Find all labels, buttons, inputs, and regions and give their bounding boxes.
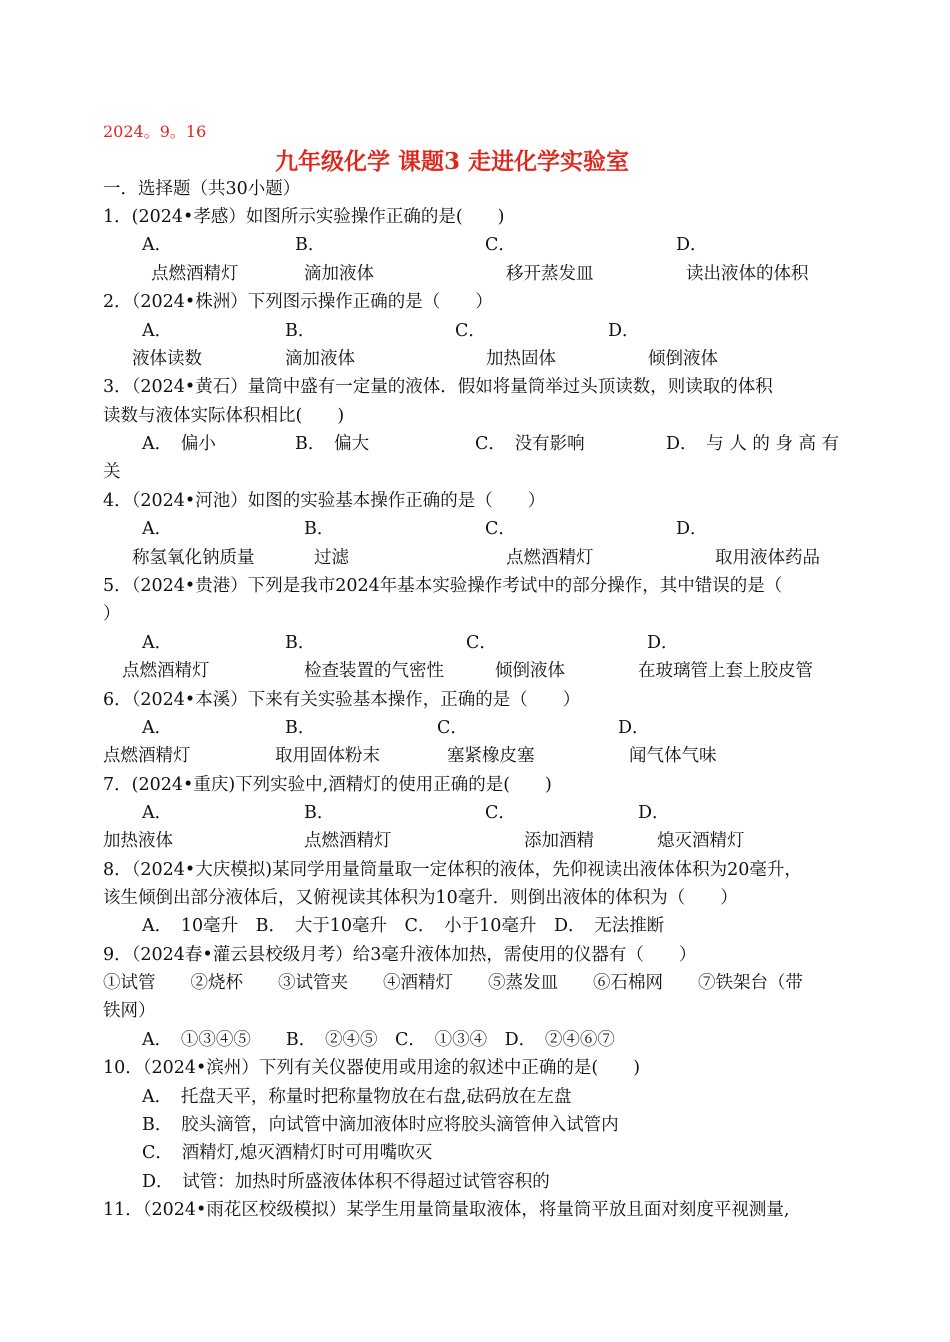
q5-option-d: D． [647, 633, 679, 653]
q9-options: A． ①③④⑤ B． ②④⑤ C． ①③④ D． ②④⑥⑦ [142, 1030, 615, 1050]
q1-option-b: B． [295, 235, 326, 255]
q1-caption-c: 移开蒸发皿 [506, 264, 594, 284]
q9-items: ①试管 ②烧杯 ③试管夹 ④酒精灯 ⑤蒸发皿 ⑥石棉网 ⑦铁架台（带 [103, 973, 803, 993]
q11-stem: 11．（2024•雨花区校级模拟）某学生用量筒量取液体，将量筒平放且面对刻度平视测量, [103, 1200, 790, 1220]
q4-option-c: C． [485, 519, 516, 539]
q7-option-a: A． [142, 803, 173, 823]
q5-option-a: A． [142, 633, 173, 653]
q4-option-b: B． [304, 519, 335, 539]
q7-option-d: D． [638, 803, 670, 823]
q8-stem-line1: 8．（2024•大庆模拟)某同学用量筒量取一定体积的液体，先仰视读出液体体积为20毫升， [103, 860, 802, 880]
q7-option-b: B． [304, 803, 335, 823]
q7-caption-b: 点燃酒精灯 [304, 831, 392, 851]
q3-option-d-cont: 关 [103, 462, 121, 482]
q5-caption-c: 倾倒液体 [495, 661, 565, 681]
q3-option-c: C． 没有影响 [475, 434, 585, 454]
q6-caption-c: 塞紧橡皮塞 [447, 746, 535, 766]
q1-caption-d: 读出液体的体积 [686, 264, 809, 284]
q2-option-b: B． [285, 321, 316, 341]
q7-stem: 7．(2024•重庆)下列实验中,酒精灯的使用正确的是( ) [103, 775, 552, 795]
q6-option-b: B． [285, 718, 316, 738]
q1-caption-b: 滴加液体 [304, 264, 374, 284]
q6-option-d: D． [618, 718, 650, 738]
q4-caption-d: 取用液体药品 [715, 548, 820, 568]
q9-stem: 9．（2024春•灌云县校级月考）给3毫升液体加热，需使用的仪器有（ ） [103, 945, 697, 965]
q1-option-c: C． [485, 235, 516, 255]
q5-option-b: B． [285, 633, 316, 653]
q4-option-a: A． [142, 519, 173, 539]
q3-stem-line2: 读数与液体实际体积相比( ) [103, 406, 345, 426]
q5-caption-a: 点燃酒精灯 [122, 661, 210, 681]
q5-caption-d: 在玻璃管上套上胶皮管 [638, 661, 813, 681]
q7-caption-c: 添加酒精 [524, 831, 594, 851]
q4-caption-b: 过滤 [314, 548, 349, 568]
q2-stem: 2．（2024•株洲）下列图示操作正确的是（ ） [103, 292, 493, 312]
q2-caption-b: 滴加液体 [285, 349, 355, 369]
q6-stem: 6．（2024•本溪）下来有关实验基本操作，正确的是（ ） [103, 690, 581, 710]
q5-caption-b: 检查装置的气密性 [304, 661, 444, 681]
section-heading: 一．选择题（共30小题） [103, 179, 301, 199]
q6-option-a: A． [142, 718, 173, 738]
q10-option-c: C． 酒精灯,熄灭酒精灯时可用嘴吹灭 [142, 1143, 433, 1163]
q3-stem-line1: 3．（2024•黄石）量筒中盛有一定量的液体．假如将量筒举过头顶读数，则读取的体积 [103, 377, 773, 397]
q2-caption-a: 液体读数 [132, 349, 202, 369]
q4-caption-c: 点燃酒精灯 [506, 548, 594, 568]
q6-option-c: C． [437, 718, 468, 738]
q8-stem-line2: 该生倾倒出部分液体后，又俯视读其体积为10毫升．则倒出液体的体积为（ ） [103, 888, 738, 908]
q1-caption-a: 点燃酒精灯 [151, 264, 239, 284]
q2-caption-c: 加热固体 [486, 349, 556, 369]
q2-option-d: D． [608, 321, 640, 341]
q7-caption-a: 加热液体 [103, 831, 173, 851]
q2-caption-d: 倾倒液体 [648, 349, 718, 369]
q5-option-c: C． [466, 633, 497, 653]
q1-stem: 1．(2024•孝感）如图所示实验操作正确的是( ) [103, 207, 505, 227]
q5-stem-line2: ） [103, 604, 121, 624]
q6-caption-b: 取用固体粉末 [275, 746, 380, 766]
q2-option-a: A． [142, 321, 173, 341]
q5-stem-line1: 5．（2024•贵港）下列是我市2024年基本实验操作考试中的部分操作，其中错误的是（ [103, 576, 783, 596]
q6-caption-d: 闻气体气味 [629, 746, 717, 766]
q4-option-d: D． [676, 519, 708, 539]
document-date: 2024。9。16 [103, 122, 207, 141]
q10-option-d: D． 试管：加热时所盛液体体积不得超过试管容积的 [142, 1172, 550, 1192]
document-title: 九年级化学 课题3 走进化学实验室 [275, 148, 630, 175]
q3-option-a: A． 偏小 [142, 434, 216, 454]
q9-items-cont: 铁网） [103, 1001, 156, 1021]
q10-stem: 10．（2024•滨州）下列有关仪器使用或用途的叙述中正确的是( ) [103, 1058, 641, 1078]
q7-option-c: C． [485, 803, 516, 823]
q4-stem: 4．（2024•河池）如图的实验基本操作正确的是（ ） [103, 491, 546, 511]
q7-caption-d: 熄灭酒精灯 [657, 831, 745, 851]
q10-option-a: A． 托盘天平，称量时把称量物放在右盘,砝码放在左盘 [142, 1087, 572, 1107]
q1-option-a: A． [142, 235, 173, 255]
q10-option-b: B． 胶头滴管，向试管中滴加液体时应将胶头滴管伸入试管内 [142, 1115, 619, 1135]
q6-caption-a: 点燃酒精灯 [103, 746, 191, 766]
q2-option-c: C． [455, 321, 486, 341]
q4-caption-a: 称氢氧化钠质量 [132, 548, 255, 568]
q3-option-b: B． 偏大 [295, 434, 370, 454]
q1-option-d: D． [676, 235, 708, 255]
q3-option-d: D． 与 人 的 身 高 有 [666, 434, 840, 454]
q8-options: A． 10毫升 B． 大于10毫升 C． 小于10毫升 D． 无法推断 [142, 916, 665, 936]
